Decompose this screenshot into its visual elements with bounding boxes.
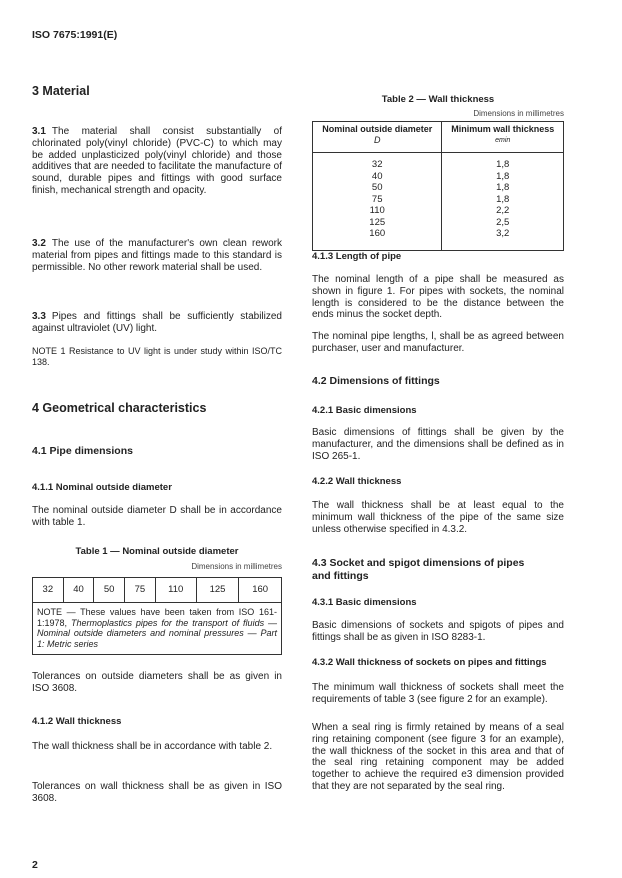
table-2 <box>312 121 564 251</box>
clause-number: 3.2 <box>32 238 46 249</box>
section-4-1-3-title: 4.1.3 Length of pipe <box>312 251 402 262</box>
table-cell: 40 <box>63 578 94 603</box>
section-4-1-1-title: 4.1.1 Nominal outside diameter <box>32 482 172 493</box>
table-cell: 2,5 <box>442 217 564 229</box>
paragraph-text: The material shall consist substantially of chlorinated poly(vinyl chloride) (PVC-C) to which may be added unplasticized poly(vinyl chloride) and those additives that are needed to facilitate the manufacture of sound, durable pipes and fittings with good surface finish, mechanical strength and opacity. <box>32 126 282 196</box>
table-row <box>313 205 564 217</box>
table-cell: 160 <box>313 228 442 240</box>
table-1-units: Dimensions in millimetres <box>191 562 282 571</box>
table-cell: 1,8 <box>442 159 564 171</box>
paragraph-text: Pipes and fittings shall be sufficiently stabilized against ultraviolet (UV) light. <box>32 311 282 334</box>
table-1-note <box>33 603 282 655</box>
paragraph-4-1-1: The nominal outside diameter D shall be in accordance with table 1. <box>32 505 282 528</box>
paragraph-4-1-3b: The nominal pipe lengths, l, shall be as agreed between purchaser, user and manufacturer. <box>312 331 564 354</box>
column-header-wall-thickness <box>442 122 564 153</box>
table-cell: 75 <box>313 194 442 206</box>
paragraph-text: The use of the manufacturer's own clean rework material from pipes and fittings made to this standard is permissible. No other rework material shall be used. <box>32 238 282 273</box>
table-row <box>313 182 564 194</box>
section-4-3-2-title: 4.3.2 Wall thickness of sockets on pipes and fittings <box>312 657 547 668</box>
clause-number: 3.3 <box>32 311 46 322</box>
section-4-2-2-title: 4.2.2 Wall thickness <box>312 476 402 487</box>
section-4-1-title: 4.1 Pipe dimensions <box>32 445 133 457</box>
section-4-3-title: 4.3 Socket and spigot dimensions of pipes and fittings <box>312 557 525 582</box>
document-header: ISO 7675:1991(E) <box>32 29 118 41</box>
paragraph-4-2-1: Basic dimensions of fittings shall be given by the manufacturer, and the dimensions shall be defined as in ISO 265-1. <box>312 427 564 462</box>
paragraph-4-3-2b: When a seal ring is firmly retained by means of a seal ring retaining component (see figure 3 for an example), the wall thickness of the socket in this area and that of the seal ring retaining component may be added together to achieve the required e3 dimension provided that they are not separated by the seal ring. <box>312 722 564 792</box>
table-cell: 110 <box>155 578 196 603</box>
section-4-3-1-title: 4.3.1 Basic dimensions <box>312 597 417 608</box>
paragraph-3-3 <box>32 311 282 335</box>
table-row <box>313 228 564 240</box>
table-1-title: Table 1 — Nominal outside diameter <box>75 546 239 557</box>
table-cell: 1,8 <box>442 171 564 183</box>
section-4-title: 4 Geometrical characteristics <box>32 401 207 415</box>
table-2-units: Dimensions in millimetres <box>473 109 564 118</box>
paragraph-4-1-2: The wall thickness shall be in accordance with table 2. <box>32 741 273 752</box>
paragraph-3-1 <box>32 126 282 197</box>
table-cell: 160 <box>239 578 282 603</box>
clause-number: 3.1 <box>32 126 46 137</box>
table-cell: 40 <box>313 171 442 183</box>
paragraph-4-1-3a: The nominal length of a pipe shall be measured as shown in figure 1. For pipes with sockets, the nominal length is considered to be the distance between the ends minus the socket depth. <box>312 274 564 321</box>
header-label: Nominal outside diameter <box>322 124 433 134</box>
section-4-1-2-title: 4.1.2 Wall thickness <box>32 716 122 727</box>
section-4-2-1-title: 4.2.1 Basic dimensions <box>312 405 417 416</box>
section-4-2-title: 4.2 Dimensions of fittings <box>312 375 440 387</box>
section-3-title: 3 Material <box>32 84 90 98</box>
paragraph-4-2-2: The wall thickness shall be at least equal to the minimum wall thickness of the pipe of the same size unless otherwise specified in 4.3.2. <box>312 500 564 535</box>
table-row <box>33 578 282 603</box>
paragraph-tolerances-od: Tolerances on outside diameters shall be as given in ISO 3608. <box>32 671 282 694</box>
table-row <box>313 159 564 171</box>
table-cell: 50 <box>313 182 442 194</box>
table-row <box>313 217 564 229</box>
paragraph-tolerances-wall: Tolerances on wall thickness shall be as given in ISO 3608. <box>32 781 282 804</box>
note-text: NOTE — These values have been taken from ISO 161-1:1978, <box>37 607 277 628</box>
table-cell: 2,2 <box>442 205 564 217</box>
header-symbol: emin <box>495 137 511 144</box>
table-cell: 32 <box>313 159 442 171</box>
table-cell: 32 <box>33 578 64 603</box>
table-cell: 1,8 <box>442 194 564 206</box>
column-header-diameter <box>313 122 442 153</box>
table-cell: 1,8 <box>442 182 564 194</box>
table-cell: 75 <box>125 578 156 603</box>
header-label: Minimum wall thickness <box>451 124 555 134</box>
table-cell: 125 <box>313 217 442 229</box>
table-1 <box>32 577 282 655</box>
table-cell: 3,2 <box>442 228 564 240</box>
table-note-row <box>33 603 282 655</box>
note-citation: Thermoplastics pipes for the transport of fluids — Nominal outside diameters and nominal pressures — Part 1: Metric series <box>37 617 277 649</box>
table-row <box>313 194 564 206</box>
paragraph-4-3-2a: The minimum wall thickness of sockets shall meet the requirements of table 3 (see figure 2 for an example). <box>312 682 564 705</box>
page-number: 2 <box>32 859 38 871</box>
table-row <box>313 171 564 183</box>
table-cell: 110 <box>313 205 442 217</box>
paragraph-3-2 <box>32 238 282 273</box>
table-2-title: Table 2 — Wall thickness <box>381 94 495 105</box>
table-header-row <box>313 122 564 153</box>
paragraph-4-3-1: Basic dimensions of sockets and spigots of pipes and fittings shall be as given in ISO 8283-1. <box>312 620 564 643</box>
header-symbol: D <box>373 135 381 145</box>
note-1: NOTE 1 Resistance to UV light is under study within ISO/TC 138. <box>32 346 282 367</box>
table-cell: 125 <box>196 578 239 603</box>
table-cell: 50 <box>94 578 125 603</box>
